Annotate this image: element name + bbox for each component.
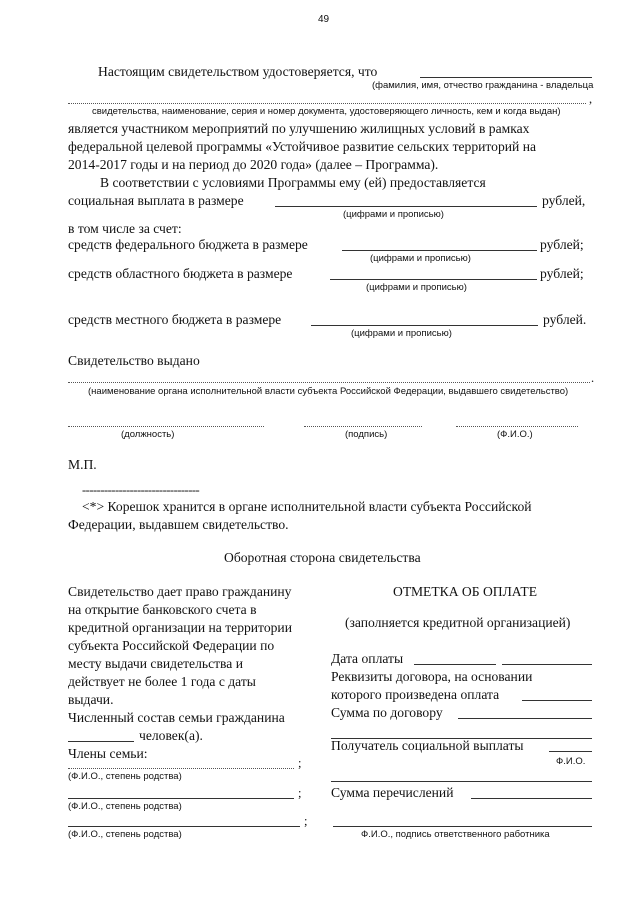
payment-mark-heading: ОТМЕТКА ОБ ОПЛАТЕ (393, 584, 538, 599)
caption-officer: Ф.И.О., подпись ответственного работника (361, 829, 550, 840)
intro-text: Настоящим свидетельством удостоверяется, что (98, 64, 378, 79)
payment-amount-line[interactable] (275, 206, 537, 207)
contract-sum-label: Сумма по договору (331, 705, 443, 720)
payment-date-label: Дата оплаты (331, 651, 404, 666)
local-label: средств местного бюджета в размере (68, 312, 282, 327)
family-size-line[interactable] (68, 741, 134, 742)
fio-line[interactable] (456, 426, 578, 427)
holder-name-line[interactable] (420, 77, 592, 78)
family-member-1-semicolon: ; (298, 756, 302, 770)
position-line[interactable] (68, 426, 264, 427)
rights-line-5: месту выдачи свидетельства и (68, 656, 243, 671)
rights-line-2: на открытие банковского счета в (68, 602, 257, 617)
contract-sum-line[interactable] (458, 718, 592, 719)
footnote-line-1: <*> Корешок хранится в органе исполнительной власти субъекта Российской (82, 499, 532, 514)
family-member-3-semicolon: ; (304, 814, 308, 828)
caption-family-member-2: (Ф.И.О., степень родства) (68, 801, 182, 812)
federal-rubles: рублей; (540, 237, 584, 252)
transfer-sum-label: Сумма перечислений (331, 785, 454, 800)
recipient-line[interactable] (549, 751, 592, 752)
reverse-side-title: Оборотная сторона свидетельства (224, 550, 421, 565)
caption-document: свидетельства, наименование, серия и номер документа, удостоверяющего личность, кем и когда выдан) (92, 106, 561, 117)
family-size-label: Численный состав семьи гражданина (68, 710, 285, 725)
rights-line-4: субъекта Российской Федерации по (68, 638, 275, 653)
transfer-sum-line[interactable] (471, 798, 592, 799)
caption-recipient-fio: Ф.И.О. (556, 756, 586, 767)
caption-issuing-authority: (наименование органа исполнительной власти субъекта Российской Федерации, выдавшего свидетельство) (88, 386, 569, 397)
holder-document-line[interactable] (68, 103, 586, 104)
including-label: в том числе за счет: (68, 221, 182, 236)
family-members-label: Члены семьи: (68, 746, 148, 761)
stamp-place: М.П. (68, 457, 97, 472)
participant-line-2: федеральной целевой программы «Устойчивое развитие сельских территорий на (68, 139, 537, 154)
signature-line[interactable] (304, 426, 422, 427)
rights-line-1: Свидетельство дает право гражданину (68, 584, 292, 599)
conditions-line: В соответствии с условиями Программы ему (ей) предоставляется (100, 175, 486, 190)
document-line-comma: , (589, 92, 593, 106)
federal-label: средств федерального бюджета в размере (68, 237, 308, 252)
family-member-line-1[interactable] (68, 768, 294, 769)
authority-line-period: . (591, 371, 595, 385)
footnote-line-2: Федерации, выдавшем свидетельство. (68, 517, 289, 532)
contract-details-line-2: которого произведена оплата (331, 687, 500, 702)
participant-line-3: 2014-2017 годы и на период до 2020 года» (далее – Программа). (68, 157, 439, 172)
family-member-2-semicolon: ; (298, 786, 302, 800)
caption-position: (должность) (121, 429, 175, 440)
rights-line-6: действует не более 1 года с даты (68, 674, 256, 689)
contract-details-line-1: Реквизиты договора, на основании (331, 669, 533, 684)
caption-local-amount: (цифрами и прописью) (351, 328, 452, 339)
payment-date-line-1[interactable] (414, 664, 496, 665)
family-member-line-2[interactable] (68, 798, 294, 799)
caption-family-member-3: (Ф.И.О., степень родства) (68, 829, 182, 840)
regional-label: средств областного бюджета в размере (68, 266, 293, 281)
caption-family-member-1: (Ф.И.О., степень родства) (68, 771, 182, 782)
payment-date-line-2[interactable] (502, 664, 592, 665)
caption-federal-amount: (цифрами и прописью) (370, 253, 471, 264)
payment-rubles: рублей, (542, 193, 586, 208)
contract-details-line[interactable] (522, 700, 592, 701)
participant-line-1: является участником мероприятий по улучшению жилищных условий в рамках (68, 121, 530, 136)
caption-fio: (Ф.И.О.) (497, 429, 533, 440)
local-rubles: рублей. (543, 312, 587, 327)
rights-line-7: выдачи. (68, 692, 114, 707)
family-member-line-3[interactable] (68, 826, 300, 827)
rights-line-3: кредитной организации на территории (68, 620, 292, 635)
payment-label: социальная выплата в размере (68, 193, 244, 208)
caption-holder-name: (фамилия, имя, отчество гражданина - владельца (372, 80, 594, 91)
caption-signature: (подпись) (345, 429, 388, 440)
footnote-separator: -------------------------------- (82, 483, 200, 497)
recipient-line-2[interactable] (331, 781, 592, 782)
caption-regional-amount: (цифрами и прописью) (366, 282, 467, 293)
payment-mark-subheading: (заполняется кредитной организацией) (345, 615, 571, 630)
caption-payment-amount: (цифрами и прописью) (343, 209, 444, 220)
issuing-authority-line[interactable] (68, 382, 590, 383)
issued-label: Свидетельство выдано (68, 353, 200, 368)
persons-label: человек(а). (139, 728, 203, 743)
regional-rubles: рублей; (540, 266, 584, 281)
recipient-label: Получатель социальной выплаты (331, 738, 524, 753)
federal-amount-line[interactable] (342, 250, 537, 251)
regional-amount-line[interactable] (330, 279, 537, 280)
local-amount-line[interactable] (311, 325, 538, 326)
page-number: 49 (318, 14, 330, 25)
officer-line[interactable] (333, 826, 592, 827)
